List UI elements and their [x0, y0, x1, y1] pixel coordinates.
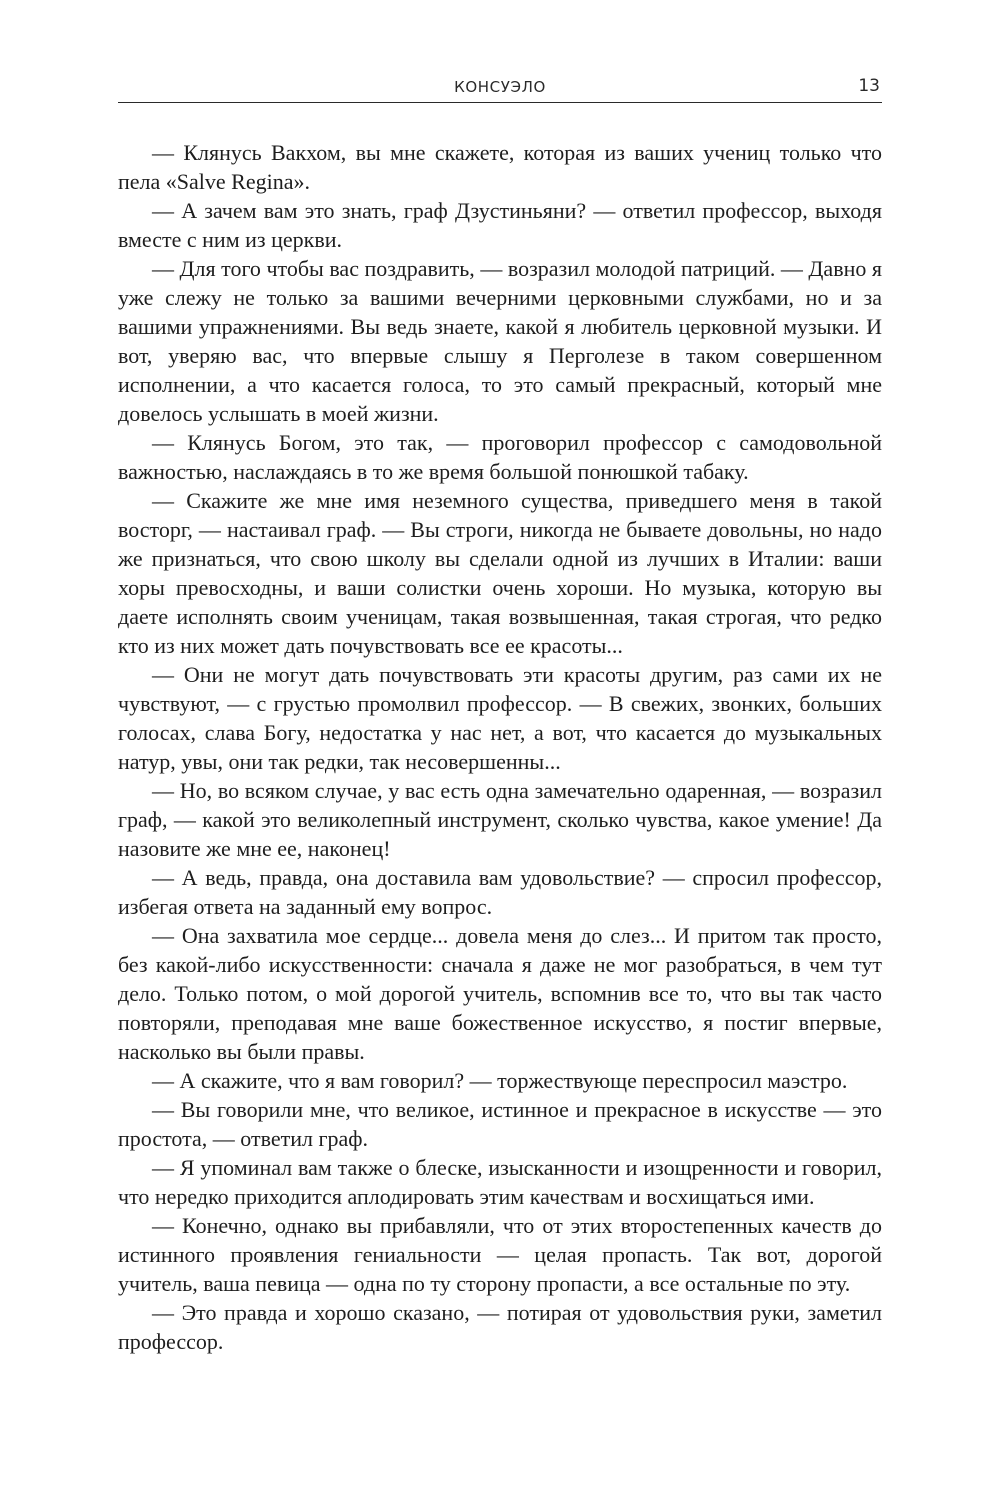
paragraph: — Конечно, однако вы прибавляли, что от этих второстепенных качеств до истинного проявления гениальности — целая пропасть. Так вот, дорогой учитель, ваша певица — одна по ту сторону пропасти, а все остальные по эту. — [118, 1213, 882, 1296]
paragraph: — Клянусь Богом, это так, — проговорил профессор с самодовольной важностью, наслаждаясь в то же время большой понюшкой табаку. — [118, 430, 882, 484]
paragraph: — Клянусь Вакхом, вы мне скажете, которая из ваших учениц только что пела «Salve Regina». — [118, 140, 882, 194]
running-title: КОНСУЭЛО — [454, 78, 546, 96]
paragraph: — Они не могут дать почувствовать эти красоты другим, раз сами их не чувствуют, — с грустью промолвил профессор. — В свежих, звонких, больших голосах, слава Богу, недостатка у нас нет, а вот, что касается до музыкальных натур, увы, они так редки, так несовершенны... — [118, 662, 882, 774]
paragraph: — Это правда и хорошо сказано, — потирая от удовольствия руки, заметил профессор. — [118, 1300, 882, 1354]
body-text — [118, 138, 882, 1356]
paragraph: — А скажите, что я вам говорил? — торжествующе переспросил маэстро. — [152, 1068, 848, 1093]
paragraph: — Но, во всяком случае, у вас есть одна замечательно одаренная, — возразил граф, — какой это великолепный инструмент, сколько чувства, какое умение! Да назовите же мне ее, наконец! — [118, 778, 882, 861]
page-number: 13 — [858, 76, 880, 96]
paragraph: — Для того чтобы вас поздравить, — возразил молодой патриций. — Давно я уже слежу не только за вашими вечерними церковными службами, но и за вашими упражнениями. Вы ведь знаете, какой я любитель церковной музыки. И вот, уверяю вас, что впервые слышу я Перголезе в таком совершенном исполнении, а что касается голоса, то это самый прекрасный, который мне довелось услышать в моей жизни. — [118, 256, 882, 426]
paragraph: — Скажите же мне имя неземного существа, приведшего меня в такой восторг, — настаивал граф. — Вы строги, никогда не бываете довольны, но надо же признаться, что свою школу вы сделали одной из лучших в Италии: ваши хоры превосходны, и ваши солистки очень хороши. Но музыка, которую вы даете исполнять своим ученицам, такая возвышенная, такая строгая, что редко кто из них может дать почувствовать все ее красоты... — [118, 488, 882, 658]
paragraph: — А зачем вам это знать, граф Дзустиньяни? — ответил профессор, выходя вместе с ним из церкви. — [118, 198, 882, 252]
book-page — [118, 0, 882, 1493]
running-head — [118, 76, 882, 103]
paragraph: — Я упоминал вам также о блеске, изысканности и изощренности и говорил, что нередко приходится аплодировать этим качествам и восхищаться ими. — [118, 1155, 882, 1209]
paragraph: — Она захватила мое сердце... довела меня до слез... И притом так просто, без какой-либо искусственности: сначала я даже не мог разобраться, в чем тут дело. Только потом, о мой дорогой учитель, вспомнив все то, что вы так часто повторяли, преподавая мне ваше божественное искусство, я постиг впервые, насколько вы были правы. — [118, 923, 882, 1064]
paragraph: — А ведь, правда, она доставила вам удовольствие? — спросил профессор, избегая ответа на заданный ему вопрос. — [118, 865, 882, 919]
paragraph: — Вы говорили мне, что великое, истинное и прекрасное в искусстве — это простота, — ответил граф. — [118, 1097, 882, 1151]
